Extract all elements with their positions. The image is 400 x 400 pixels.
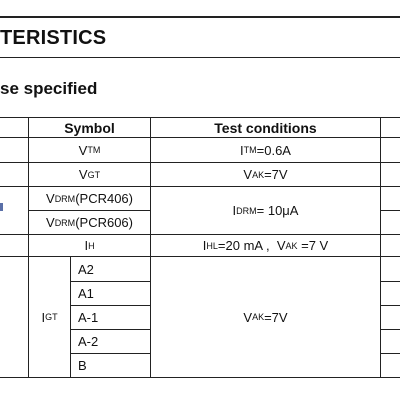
condition-vtm: I TM =0.6A [240, 142, 291, 158]
condition-vgt: V AK =7V [243, 167, 288, 182]
condition-idrm: I DRM = 10μA [232, 203, 299, 218]
condition-ih: I HL =20 mA , V AK =7 V [202, 238, 329, 253]
top-rule [0, 16, 400, 18]
igt-quadrant-b: B [78, 358, 87, 373]
edge-marker [0, 203, 3, 211]
heading-rule [0, 57, 400, 58]
symbol-vdrm-pcr606: V DRM (PCR606) [46, 215, 133, 230]
header-test-conditions: Test conditions [214, 119, 317, 136]
section-subheading: se specified [0, 79, 98, 98]
row-divider [380, 329, 400, 330]
section-heading: TERISTICS [0, 27, 107, 49]
igt-quadrant-a-1: A-1 [78, 310, 99, 325]
row-divider [380, 210, 400, 211]
table-bottom-border [0, 377, 400, 378]
row-divider [380, 305, 400, 306]
row-divider [380, 281, 400, 282]
condition-igt: V AK =7V [243, 309, 288, 325]
symbol-vgt: V GT [78, 167, 101, 182]
column-divider [380, 117, 381, 377]
header-symbol: Symbol [64, 119, 115, 136]
symbol-igt: I GT [41, 309, 58, 325]
igt-quadrant-a-2: A-2 [78, 334, 99, 349]
row-divider [380, 353, 400, 354]
igt-quadrant-a2: A2 [78, 261, 94, 277]
symbol-vtm: V TM [78, 142, 101, 158]
symbol-ih: I H [84, 238, 95, 253]
igt-quadrant-a1: A1 [78, 286, 94, 301]
symbol-vdrm-pcr406: V DRM (PCR406) [46, 191, 133, 206]
